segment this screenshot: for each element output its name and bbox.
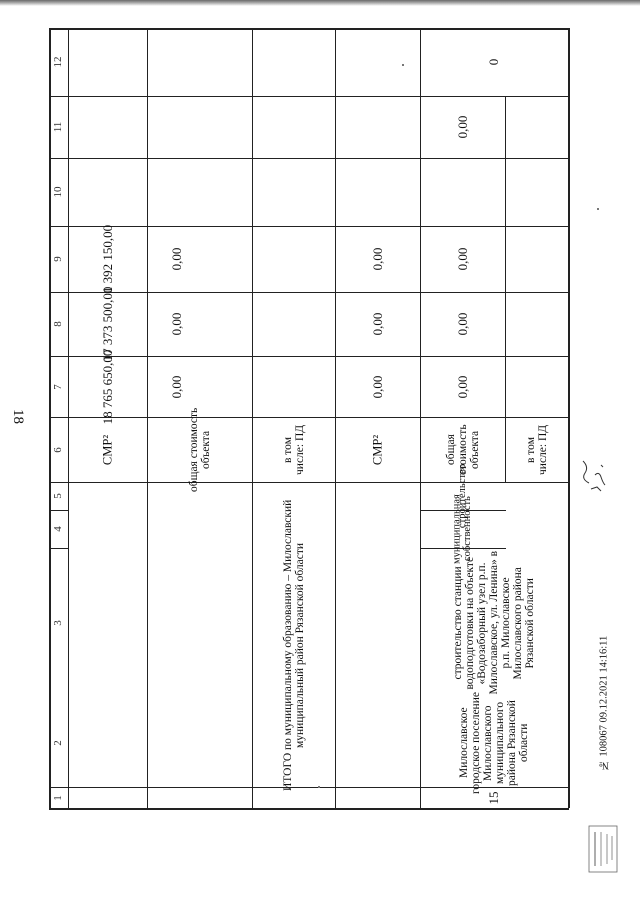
scan-edge (0, 0, 640, 6)
total-general-col9: 0,00 (169, 247, 185, 271)
total-general-col7: 0,00 (169, 375, 185, 398)
scan-speck (318, 786, 320, 788)
total-smr2-col7: 0,00 (369, 375, 385, 398)
col-number-10: 10 (51, 186, 64, 198)
total-smr2-col9: 0,00 (369, 247, 385, 271)
row15-col6a: общая стоимость объекта (444, 424, 481, 475)
col-number-11: 11 (51, 121, 64, 133)
col-number-8: 8 (51, 321, 64, 327)
row15-col5: строительство (456, 463, 468, 529)
col-number-7: 7 (51, 383, 64, 390)
row15-col2: Милославское городское поселение Милославского муниципального района Рязанской области (457, 691, 531, 794)
total-pd-col6: в том числе: ПД (281, 424, 306, 475)
row15-col9: 0,00 (454, 247, 470, 271)
row15-num: 15 (486, 791, 502, 804)
row15-col8: 0,00 (454, 312, 470, 336)
col-number-12: 12 (51, 56, 64, 68)
row15-col6b: в том числе: ПД (524, 424, 549, 475)
row15-col12: 0 (486, 58, 502, 66)
total-smr-col8: 17 373 500,00 (99, 286, 115, 362)
row15-col11: 0,00 (454, 115, 470, 139)
total-smr2-col8: 0,00 (369, 312, 385, 336)
row15-col7: 0,00 (454, 375, 470, 398)
total-smr-col7: 18 765 650,00 (99, 349, 115, 424)
total-label: ИТОГО по муниципальному образованию – Милославский муниципальный район Рязанской области (281, 499, 306, 791)
col-number-9: 9 (51, 256, 64, 262)
total-smr-col6: СМР² (99, 434, 114, 465)
col-number-2: 2 (51, 739, 64, 746)
registration-stamp: № 108067 09.12.2021 14:16:11 (598, 635, 610, 771)
page-number: 18 (10, 409, 26, 424)
col-number-5: 5 (51, 493, 64, 499)
col-number-1: 1 (51, 794, 64, 801)
total-smr-col9: 1 392 150,00 (99, 224, 115, 294)
col-number-3: 3 (51, 620, 64, 626)
total-smr2-col6: СМР² (369, 434, 384, 465)
document-logo (583, 820, 625, 878)
col-number-4: 4 (51, 526, 64, 532)
signature-mark (575, 455, 615, 501)
scan-speck (402, 64, 404, 66)
scan-speck (597, 208, 599, 210)
total-general-col6: общая стоимость объекта (187, 407, 212, 492)
total-general-col8: 0,00 (169, 312, 185, 336)
row15-col4: муниципальная собственность (451, 494, 473, 564)
row15-col3: строительство станции водоподготовки на объекте «Водозаборный узел р.п. Милославское, ул. Ленина» в р.п. Милославское Милославского района Рязанской области (451, 551, 537, 695)
col-number-6: 6 (51, 446, 64, 453)
